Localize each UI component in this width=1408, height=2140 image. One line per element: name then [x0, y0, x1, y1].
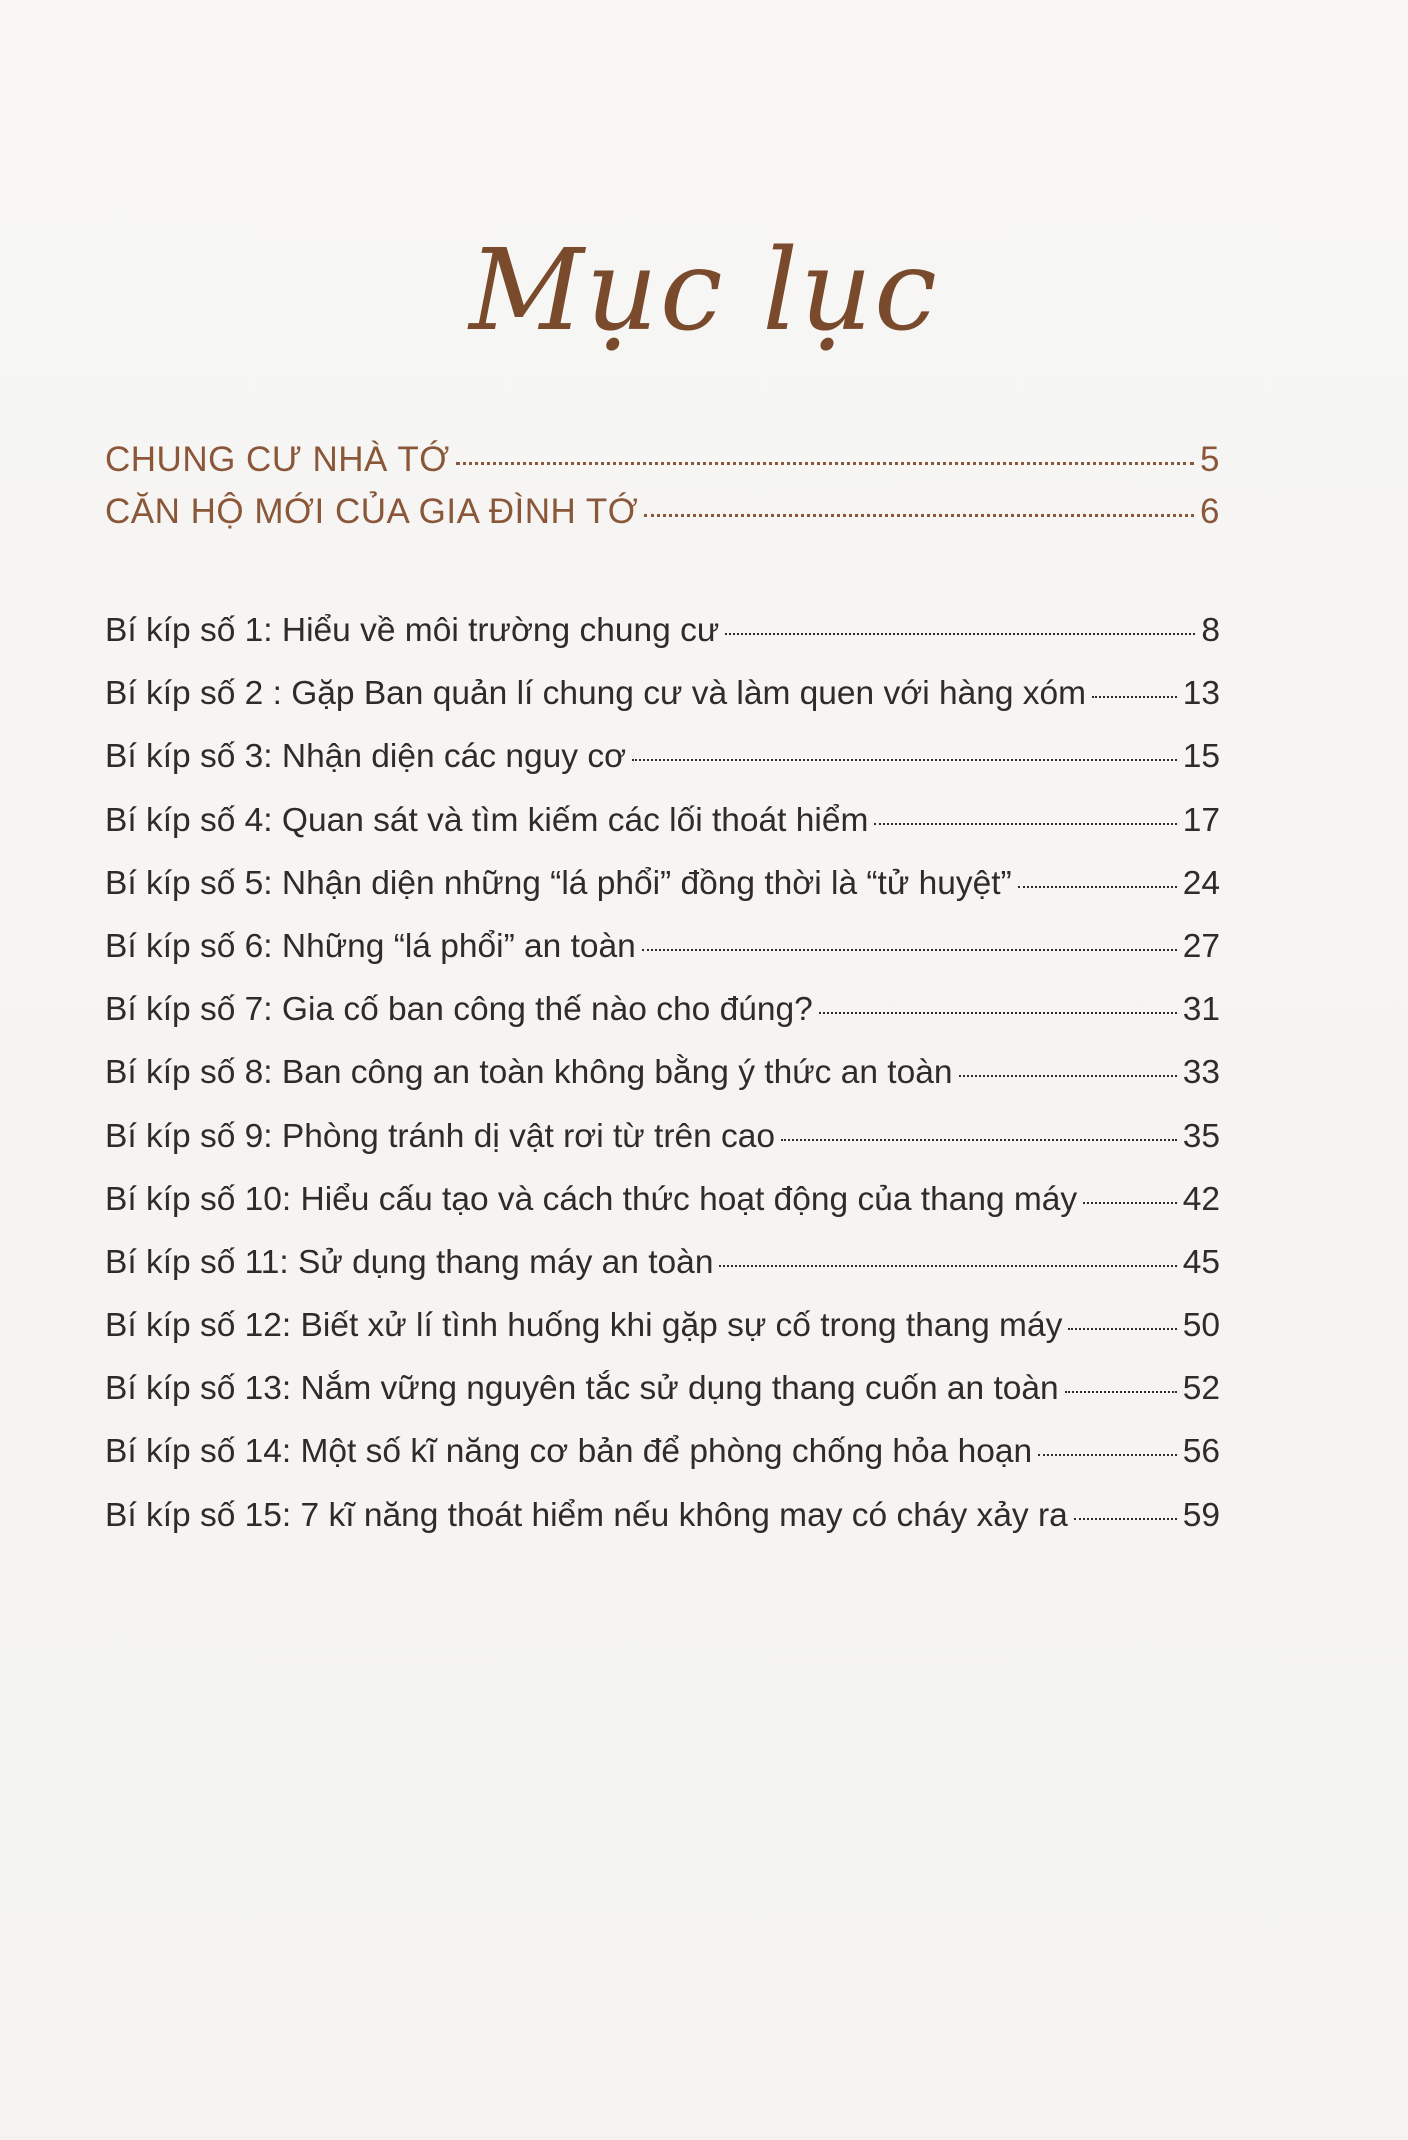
- toc-page-number: 24: [1182, 864, 1220, 902]
- toc-tip-label: Bí kíp số 5: Nhận diện những “lá phổi” đồng thời là “tử huyệt”: [105, 864, 1012, 902]
- toc-tip-entry: [105, 1181, 1220, 1244]
- toc-page-number: 45: [1182, 1243, 1220, 1281]
- toc-section-label: CHUNG CƯ NHÀ TỚ: [105, 440, 450, 479]
- toc-tip-entry: [105, 738, 1220, 801]
- toc-section-entry: [105, 492, 1220, 544]
- toc-tip-entry: [105, 1118, 1220, 1181]
- page-title: Mục lục: [469, 226, 939, 356]
- toc-tip-label: Bí kíp số 9: Phòng tránh dị vật rơi từ trên cao: [105, 1117, 776, 1155]
- toc-tip-label: Bí kíp số 3: Nhận diện các nguy cơ: [105, 738, 627, 776]
- dot-leader: [1038, 1454, 1177, 1456]
- toc-tip-entry: [105, 928, 1220, 991]
- toc-page-number: 13: [1182, 675, 1220, 713]
- dot-leader: [819, 1012, 1177, 1014]
- toc-tip-entry: [105, 1307, 1220, 1370]
- toc-tip-label: Bí kíp số 1: Hiểu về môi trường chung cư: [105, 612, 720, 649]
- toc-page-number: 59: [1182, 1496, 1220, 1534]
- toc-tip-label: Bí kíp số 13: Nắm vững nguyên tắc sử dụng thang cuốn an toàn: [105, 1370, 1059, 1408]
- toc-page-number: 56: [1182, 1433, 1220, 1471]
- dot-leader: [1074, 1518, 1177, 1520]
- toc-tip-label: Bí kíp số 12: Biết xử lí tình huống khi gặp sự cố trong thang máy: [105, 1307, 1063, 1345]
- toc-page-number: 42: [1182, 1180, 1220, 1218]
- toc-page-number: 15: [1182, 738, 1220, 776]
- toc-page-number: 50: [1182, 1307, 1220, 1345]
- dot-leader: [1083, 1202, 1177, 1204]
- dot-leader: [1092, 696, 1177, 698]
- toc-tip-entry: [105, 1497, 1220, 1560]
- toc-tip-entry: [105, 1433, 1220, 1496]
- dot-leader: [781, 1139, 1177, 1141]
- toc-page-number: 27: [1182, 927, 1220, 965]
- toc-page-number: 5: [1200, 440, 1220, 479]
- toc-page-number: 31: [1182, 991, 1220, 1029]
- toc-tip-label: Bí kíp số 6: Những “lá phổi” an toàn: [105, 927, 636, 965]
- toc-tip-entry: [105, 1054, 1220, 1117]
- toc-tip-label: Bí kíp số 7: Gia cố ban công thế nào cho đúng?: [105, 991, 813, 1029]
- toc-tip-label: Bí kíp số 11: Sử dụng thang máy an toàn: [105, 1243, 714, 1281]
- toc-tip-entry: [105, 1244, 1220, 1307]
- dot-leader: [1068, 1328, 1176, 1330]
- toc-sections: [105, 440, 1220, 544]
- dot-leader: [959, 1075, 1177, 1077]
- toc-section-label: CĂN HỘ MỚI CỦA GIA ĐÌNH TỚ: [105, 492, 639, 531]
- toc-page-number: 35: [1182, 1117, 1220, 1155]
- dot-leader: [456, 462, 1194, 465]
- toc-tip-entry: [105, 802, 1220, 865]
- toc-page-number: 6: [1200, 492, 1220, 531]
- toc-tip-label: Bí kíp số 4: Quan sát và tìm kiếm các lối thoát hiểm: [105, 801, 869, 839]
- toc-page-number: 33: [1182, 1054, 1220, 1092]
- dot-leader: [874, 823, 1176, 825]
- toc-page-number: 52: [1182, 1370, 1220, 1408]
- toc-tip-entry: [105, 612, 1220, 675]
- toc-tip-entry: [105, 675, 1220, 738]
- dot-leader: [644, 514, 1194, 517]
- toc-tip-label: Bí kíp số 14: Một số kĩ năng cơ bản để phòng chống hỏa hoạn: [105, 1433, 1033, 1471]
- dot-leader: [1018, 886, 1177, 888]
- toc-tip-entry: [105, 1370, 1220, 1433]
- dot-leader: [725, 633, 1195, 635]
- toc-page-number: 8: [1201, 612, 1220, 649]
- dot-leader: [1065, 1391, 1177, 1393]
- toc-section-entry: [105, 440, 1220, 492]
- toc-tip-label: Bí kíp số 8: Ban công an toàn không bằng ý thức an toàn: [105, 1054, 953, 1092]
- toc-tip-label: Bí kíp số 15: 7 kĩ năng thoát hiểm nếu không may có cháy xảy ra: [105, 1496, 1068, 1534]
- toc-tip-label: Bí kíp số 10: Hiểu cấu tạo và cách thức hoạt động của thang máy: [105, 1180, 1078, 1218]
- toc-tip-label: Bí kíp số 2 : Gặp Ban quản lí chung cư và làm quen với hàng xóm: [105, 675, 1087, 713]
- toc-page-number: 17: [1182, 801, 1220, 839]
- toc-tip-entry: [105, 865, 1220, 928]
- toc-tip-entry: [105, 991, 1220, 1054]
- dot-leader: [719, 1265, 1176, 1267]
- dot-leader: [642, 949, 1177, 951]
- toc-tips: [105, 612, 1220, 1560]
- dot-leader: [632, 759, 1177, 761]
